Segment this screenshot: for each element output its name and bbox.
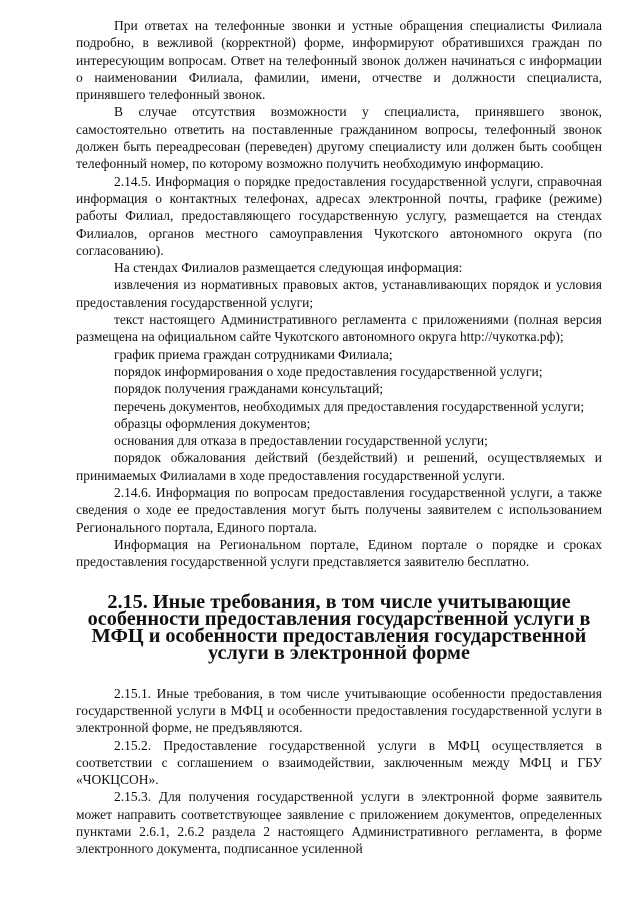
list-item: текст настоящего Административного регламента с приложениями (полная версия размещена на официальном сайте Чукотского автономного округа http://чукотка.рф); <box>76 312 602 345</box>
paragraph-2-14-6: 2.14.6. Информация по вопросам предоставления государственной услуги, а также сведения о ходе ее предоставления могут быть получены заявителем с использованием Регионального портала, Единого портала. <box>76 485 602 535</box>
paragraph-redirect-call: В случае отсутствия возможности у специалиста, принявшего звонок, самостоятельно ответить на поставленные гражданином вопросы, телефонный звонок должен быть переадресован (переведен) другому специалисту или должен быть сообщен телефонный номер, по которому возможно получить необходимую информацию. <box>76 104 602 172</box>
top-text-block <box>76 17 602 571</box>
list-item: порядок информирования о ходе предоставления государственной услуги; <box>114 363 543 379</box>
paragraph-2-15-2: 2.15.2. Предоставление государственной услуги в МФЦ осуществляется в соответствии с соглашением о взаимодействии, заключенным между МФЦ и ГБУ «ЧОКЦСОН». <box>76 737 602 788</box>
paragraph-2-15-3: 2.15.3. Для получения государственной услуги в электронной форме заявитель может направить соответствующее заявление с приложением документов, определенных пунктами 2.6.1, 2.6.2 раздела 2 настоящего Административного регламента, в форме электронного документа, подписанное усиленной <box>76 789 602 857</box>
list-item: основания для отказа в предоставлении государственной услуги; <box>114 433 488 449</box>
list-item: образцы оформления документов; <box>114 415 311 431</box>
section-heading-2-15: 2.15. Иные требования, в том числе учитывающие особенности предоставления государственной услуги в МФЦ и особенности предоставления государственной услуги в электронной форме <box>87 590 591 665</box>
paragraph-2-15-1: 2.15.1. Иные требования, в том числе учитывающие особенности предоставления государственной услуги в МФЦ и особенности предоставления государственной услуги в электронной форме, не предъявляются. <box>76 685 602 736</box>
list-item: извлечения из нормативных правовых актов, устанавливающих порядок и условия предоставления государственной услуги; <box>76 277 602 310</box>
list-item: график приема граждан сотрудниками Филиала; <box>114 346 393 362</box>
paragraph-2-14-5: 2.14.5. Информация о порядке предоставления государственной услуги, справочная информация о контактных телефонах, адресах электронной почты, графике (режиме) работы Филиал, предоставляющего государственную услугу, размещается на стендах Филиалов, органов местного самоуправления Чукотского автономного округа (по согласованию). <box>76 173 602 258</box>
list-item: перечень документов, необходимых для предоставления государственной услуги; <box>114 398 585 414</box>
list-item: порядок получения гражданами консультаций; <box>114 381 384 397</box>
list-item: порядок обжалования действий (бездействий) и решений, осуществляемых и принимаемых Филиалами в ходе предоставления государственной услуги. <box>76 450 602 483</box>
paragraph-portal-info: Информация на Региональном портале, Едином портале о порядке и сроках предоставления государственной услуги представляется заявителю бесплатно. <box>76 536 602 570</box>
bottom-text-block <box>76 685 602 858</box>
paragraph-phone-calls: При ответах на телефонные звонки и устные обращения специалисты Филиала подробно, в вежливой (корректной) форме, информируют обратившихся граждан по интересующим вопросам. Ответ на телефонный звонок должен начинаться с информации о наименовании Филиала, фамилии, имени, отчестве и должности специалиста, принявшего телефонный звонок. <box>76 18 602 103</box>
paragraph-stands-intro: На стендах Филиалов размещается следующая информация: <box>114 260 463 276</box>
